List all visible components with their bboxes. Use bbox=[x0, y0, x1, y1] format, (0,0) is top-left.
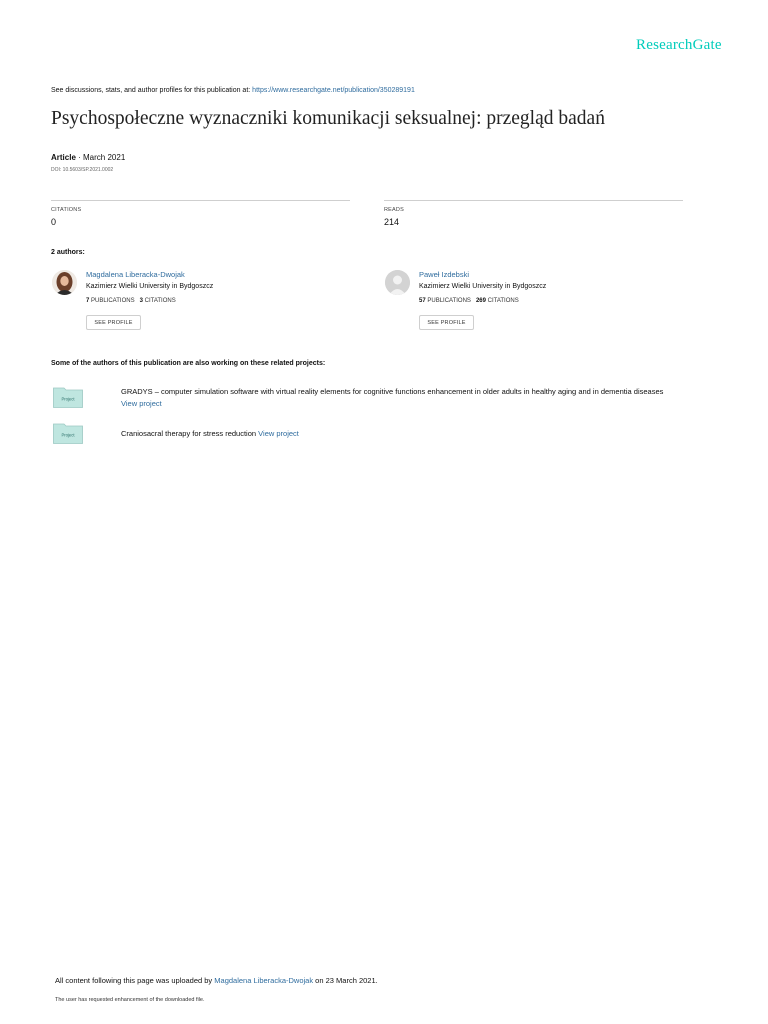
author-photo-icon bbox=[52, 270, 77, 295]
author-publications-count: 7 bbox=[86, 298, 90, 304]
publication-title: Psychospołeczne wyznaczniki komunikacji seksualnej: przegląd badań bbox=[51, 108, 605, 129]
author-publications-label: PUBLICATIONS bbox=[425, 298, 471, 304]
author-name-link[interactable]: Magdalena Liberacka-Dwojak bbox=[86, 270, 185, 279]
see-profile-button[interactable]: SEE PROFILE bbox=[419, 315, 474, 330]
project-description: GRADYS – computer simulation software with virtual reality elements for cognitive functions enhancement in older adults in healthy aging and in dementia diseases bbox=[121, 387, 664, 396]
reads-value: 214 bbox=[384, 217, 400, 227]
view-project-link[interactable]: View project bbox=[121, 399, 162, 408]
related-projects-heading: Some of the authors of this publication are also working on these related projects: bbox=[51, 360, 326, 367]
default-user-icon bbox=[385, 270, 410, 295]
author-stats bbox=[419, 298, 519, 304]
project-folder-label: Project bbox=[61, 396, 75, 402]
project-folder-label: Project bbox=[61, 432, 75, 438]
researchgate-logo[interactable]: ResearchGate bbox=[636, 37, 722, 53]
upload-prefix: All content following this page was uploaded by bbox=[55, 976, 215, 985]
see-discussions-line bbox=[51, 87, 415, 94]
author-publications-label: PUBLICATIONS bbox=[89, 298, 135, 304]
citations-label: CITATIONS bbox=[51, 207, 82, 213]
author-publications-count: 57 bbox=[419, 298, 426, 304]
uploader-link[interactable]: Magdalena Liberacka-Dwojak bbox=[214, 976, 314, 985]
author-citations-label: CITATIONS bbox=[142, 298, 176, 304]
citations-divider bbox=[51, 200, 350, 201]
author-citations-count: 269 bbox=[475, 298, 486, 304]
author-institution: Kazimierz Wielki University in Bydgoszcz bbox=[86, 283, 214, 290]
upload-suffix: on 23 March 2021. bbox=[313, 976, 378, 985]
see-discussions-text: See discussions, stats, and author profiles for this publication at: bbox=[51, 87, 253, 94]
project-folder-icon bbox=[53, 386, 83, 408]
reads-divider bbox=[384, 200, 683, 201]
reads-label: READS bbox=[384, 207, 404, 213]
enhancement-note: The user has requested enhancement of the downloaded file. bbox=[55, 997, 205, 1003]
authors-heading: 2 authors: bbox=[51, 249, 85, 256]
author-avatar[interactable] bbox=[52, 270, 77, 295]
citations-value: 0 bbox=[51, 217, 57, 227]
author-stats bbox=[86, 298, 176, 304]
see-profile-button[interactable]: SEE PROFILE bbox=[86, 315, 141, 330]
publication-type: Article bbox=[51, 153, 76, 162]
view-project-link[interactable]: View project bbox=[258, 429, 299, 438]
project-description-row bbox=[121, 429, 299, 438]
publication-meta bbox=[51, 153, 125, 162]
author-citations-count: 3 bbox=[139, 298, 143, 304]
author-avatar[interactable] bbox=[385, 270, 410, 295]
publication-url-link[interactable]: https://www.researchgate.net/publication/350289191 bbox=[252, 87, 415, 94]
project-description: Craniosacral therapy for stress reduction bbox=[121, 429, 259, 438]
author-institution: Kazimierz Wielki University in Bydgoszcz bbox=[419, 283, 547, 290]
publication-date: · March 2021 bbox=[75, 153, 126, 162]
project-folder-icon bbox=[53, 422, 83, 444]
publication-doi: DOI: 10.5603/SP.2021.0002 bbox=[51, 167, 114, 173]
author-name-link[interactable]: Paweł Izdebski bbox=[419, 270, 470, 279]
author-citations-label: CITATIONS bbox=[485, 298, 519, 304]
upload-info bbox=[55, 976, 378, 985]
